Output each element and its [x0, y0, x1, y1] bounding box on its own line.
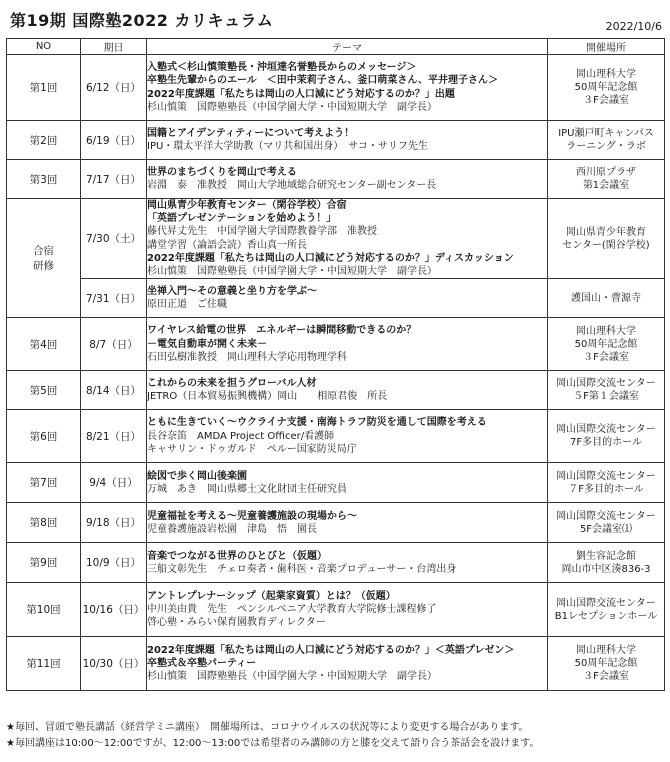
- session-venue: [548, 318, 665, 371]
- session-theme: [147, 279, 548, 318]
- venue-line: ３F会議室: [583, 671, 629, 683]
- session-venue: [548, 160, 665, 199]
- table-row: [7, 199, 665, 279]
- theme-title-line: 2022年度課題「私たちは岡山の人口減にどう対応するのか？」出題: [147, 88, 455, 100]
- session-date: 7/17（日）: [81, 160, 147, 199]
- venue-line: 7F多目的ホール: [570, 437, 642, 449]
- session-venue: [548, 583, 665, 637]
- session-number-line: 第1回: [29, 82, 58, 94]
- venue-line: 岡山国際交流センター: [556, 597, 656, 609]
- session-number-line: 第5回: [29, 384, 58, 397]
- session-number-line: 第10回: [26, 604, 61, 617]
- venue-line: ３F会議室: [583, 95, 629, 106]
- session-date: 8/21（日）: [81, 410, 147, 463]
- session-number-line: 第2回: [29, 134, 58, 147]
- session-number-line: 第8回: [29, 517, 58, 530]
- table-row: [7, 121, 665, 160]
- theme-speaker-line: 万城 あき 岡山県郷土文化財団主任研究員: [147, 483, 347, 495]
- session-number: [7, 121, 81, 160]
- session-theme: [147, 55, 548, 121]
- session-number: [7, 371, 81, 410]
- venue-line: ラーニング・ラボ: [566, 141, 646, 152]
- session-venue: [548, 371, 665, 410]
- theme-speaker-line: 中川美由貴 先生 ペンシルベニア大学教育大学院修士課程修了: [147, 604, 437, 616]
- theme-title-line: 岡山県青少年教育センター（閑谷学校）合宿: [147, 200, 347, 211]
- theme-speaker-line: IPU・環太平洋大学助教（マリ共和国出身） サコ・サリフ先生: [147, 141, 428, 152]
- column-header-date: 期日: [81, 39, 147, 55]
- table-row: [7, 160, 665, 199]
- theme-title-line: 児童福祉を考える～児童養護施設の現場から～: [147, 510, 357, 522]
- venue-line: 岡山理科大学: [576, 645, 636, 657]
- venue-line: ３F会議室: [583, 351, 629, 363]
- session-number-line: 研修: [33, 260, 54, 273]
- theme-title-line: 絵図で歩く岡山後楽園: [147, 470, 247, 482]
- table-row: [7, 543, 665, 583]
- venue-line: 岡山国際交流センター: [556, 470, 656, 482]
- session-date: 10/16（日）: [81, 583, 147, 637]
- venue-line: ５F第１会議室: [573, 391, 639, 403]
- session-number-line: 第7回: [29, 477, 58, 490]
- session-venue: [548, 410, 665, 463]
- session-theme: [147, 371, 548, 410]
- table-row: [7, 637, 665, 691]
- session-venue: [548, 55, 665, 121]
- curriculum-table: [6, 38, 665, 691]
- session-date: 8/14（日）: [81, 371, 147, 410]
- session-number-line: 第4回: [29, 338, 58, 351]
- session-date: 9/18（日）: [81, 503, 147, 543]
- venue-line: 5F会議室⑴: [579, 523, 633, 535]
- theme-speaker-line: 三船文彰先生 チェロ奏者・歯科医・音楽プロデューサー・台湾出身: [147, 563, 457, 575]
- session-date: 10/30（日）: [81, 637, 147, 691]
- theme-title-line: 世界のまちづくりを岡山で考える: [147, 166, 297, 178]
- session-theme: [147, 583, 548, 637]
- theme-speaker-line: 杉山慎策 国際塾塾長（中国学園大学・中国短期大学 副学長）: [147, 671, 437, 683]
- session-venue: [548, 199, 665, 279]
- column-header-venue: 開催場所: [548, 39, 665, 55]
- venue-line: 50周年記念館: [574, 82, 638, 93]
- table-row: [7, 318, 665, 371]
- session-date: 7/31（日）: [81, 279, 147, 318]
- table-row: [7, 410, 665, 463]
- session-number: [7, 160, 81, 199]
- table-row: [7, 583, 665, 637]
- table-row: [7, 371, 665, 410]
- page-header: [0, 0, 670, 40]
- session-number: [7, 503, 81, 543]
- session-theme: [147, 160, 548, 199]
- venue-line: 岡山市中区湊836-3: [561, 563, 651, 575]
- theme-speaker-line: キャサリン・ドゥガルド ペルー国家防災局庁: [147, 443, 357, 455]
- session-theme: [147, 543, 548, 583]
- theme-title-line: －電気自動車が開く未来－: [147, 338, 267, 350]
- theme-speaker-line: 啓心塾・みらい保育園教育ディレクター: [147, 617, 326, 629]
- session-number: [7, 410, 81, 463]
- session-venue: [548, 637, 665, 691]
- venue-line: 護国山・曹源寺: [571, 292, 641, 304]
- column-header-theme: テーマ: [147, 39, 548, 55]
- session-number: [7, 637, 81, 691]
- theme-speaker-line: 原田正道 ご住職: [147, 299, 227, 311]
- session-theme: [147, 410, 548, 463]
- venue-line: 岡山県青少年教育: [566, 226, 646, 238]
- session-theme: [147, 318, 548, 371]
- page-title: 第19期 国際塾2022 カリキュラム: [10, 11, 274, 30]
- session-date: 8/7（日）: [81, 318, 147, 371]
- session-theme: [147, 463, 548, 503]
- theme-speaker-line: 長谷奈笛 AMDA Project Officer/看護師: [147, 430, 335, 442]
- theme-title-line: ともに生きていく～ウクライナ支援・南海トラフ防災を通して国際を考える: [147, 417, 487, 429]
- session-date: 7/30（土）: [81, 199, 147, 279]
- venue-line: 岡山理科大学: [576, 325, 636, 337]
- theme-title-line: アントレプレナーシップ（起業家資質）とは？（仮題）: [147, 590, 396, 602]
- session-theme: [147, 199, 548, 279]
- theme-title-line: 入塾式＜杉山慎策塾長・沖垣達名誉塾長からのメッセージ＞: [147, 62, 417, 74]
- theme-speaker-line: JETRO（日本貿易振興機構）岡山 相原君俊 所長: [147, 391, 388, 403]
- session-number-line: 第11回: [26, 658, 61, 671]
- venue-line: 西川原プラザ: [576, 167, 636, 178]
- session-venue: [548, 543, 665, 583]
- theme-title-line: これからの未来を担うグローバル人材: [147, 378, 317, 390]
- table-body: [7, 55, 665, 691]
- session-venue: [548, 121, 665, 160]
- session-number-line: 第9回: [29, 557, 58, 570]
- session-venue: [548, 279, 665, 318]
- theme-speaker-line: 児童養護施設岩松園 津島 悟 園長: [147, 523, 317, 535]
- session-number-line: 第3回: [29, 173, 58, 186]
- session-number: [7, 199, 81, 318]
- theme-title-line: 2022年度課題「私たちは岡山の人口減にどう対応するのか？」ディスカッション: [147, 252, 514, 264]
- venue-line: 劉生容記念館: [576, 550, 636, 562]
- session-number: [7, 318, 81, 371]
- session-date: 10/9（日）: [81, 543, 147, 583]
- session-theme: [147, 637, 548, 691]
- venue-line: 岡山理科大学: [576, 69, 636, 80]
- theme-title-line: 2022年度課題「私たちは岡山の人口減にどう対応するのか？」＜英語プレゼン＞: [147, 644, 515, 656]
- venue-line: B1レセプションホール: [554, 610, 658, 622]
- session-venue: [548, 463, 665, 503]
- footnote: ★毎回、冒頭で塾長講話（経営学ミニ講座） 開催場所は、コロナウイルスの状況等により変更する場合があります。: [6, 722, 529, 733]
- theme-title-line: ワイヤレス給電の世界 エネルギーは瞬間移動できるのか？: [147, 325, 417, 337]
- theme-title-line: 卒塾式＆卒塾パーティー: [147, 658, 257, 670]
- footnotes: [6, 720, 666, 752]
- session-date: 6/12（日）: [81, 55, 147, 121]
- theme-speaker-line: 岩淵 泰 准教授 岡山大学地域総合研究センター副センター長: [147, 180, 437, 191]
- session-theme: [147, 121, 548, 160]
- session-number: [7, 463, 81, 503]
- session-number: [7, 583, 81, 637]
- venue-line: 岡山国際交流センター: [556, 378, 656, 390]
- document-date: 2022/10/6: [605, 20, 662, 33]
- theme-speaker-line: 杉山慎策 国際塾塾長（中国学園大学・中国短期大学 副学長）: [147, 101, 437, 113]
- venue-line: 50周年記念館: [574, 338, 638, 350]
- column-header-no: NO: [7, 39, 81, 55]
- session-date: 9/4（日）: [81, 463, 147, 503]
- theme-speaker-line: 講堂学習（論語会読）香山真一所長: [147, 239, 307, 251]
- theme-speaker-line: 藤代昇丈先生 中国学園大学国際教養学部 准教授: [147, 226, 377, 238]
- theme-title-line: 卒塾生先輩からのエール ＜田中茉莉子さん、釜口萌菜さん、平井理子さん＞: [147, 75, 498, 87]
- venue-line: 50周年記念館: [574, 658, 638, 670]
- venue-line: 岡山国際交流センター: [556, 424, 656, 436]
- session-number: [7, 55, 81, 121]
- theme-speaker-line: 石田弘樹准教授 岡山理科大学応用物理学科: [147, 351, 347, 363]
- table-row: [7, 279, 665, 318]
- session-number-line: 第6回: [29, 430, 58, 443]
- table-row: [7, 463, 665, 503]
- theme-title-line: 音楽でつながる世界のひとびと（仮題）: [147, 550, 327, 562]
- venue-line: 第1会議室: [582, 180, 630, 191]
- venue-line: センター(閑谷学校): [562, 239, 650, 251]
- table-row: [7, 55, 665, 121]
- theme-speaker-line: 杉山慎策 国際塾塾長（中国学園大学・中国短期大学 副学長）: [147, 266, 437, 278]
- session-venue: [548, 503, 665, 543]
- session-date: 6/19（日）: [81, 121, 147, 160]
- theme-title-line: 国籍とアイデンティティーについて考えよう！: [147, 127, 355, 139]
- venue-line: ７F多目的ホール: [568, 483, 644, 495]
- session-number: [7, 543, 81, 583]
- footnote: ★毎回講座は10:00～12:00ですが、12:00～13:00では希望者のみ講師の方と膝を交えて語り合う茶話会を設けます。: [6, 738, 540, 749]
- table-row: [7, 503, 665, 543]
- table-header-row: [7, 39, 665, 55]
- venue-line: 岡山国際交流センター: [556, 510, 656, 522]
- session-theme: [147, 503, 548, 543]
- theme-title-line: 坐禅入門～その意義と坐り方を学ぶ～: [147, 286, 317, 298]
- venue-line: IPU瀬戸町キャンパス: [558, 128, 654, 139]
- session-number-line: 合宿: [33, 245, 54, 258]
- theme-title-line: 「英語プレゼンテーションを始めよう！」: [147, 213, 337, 225]
